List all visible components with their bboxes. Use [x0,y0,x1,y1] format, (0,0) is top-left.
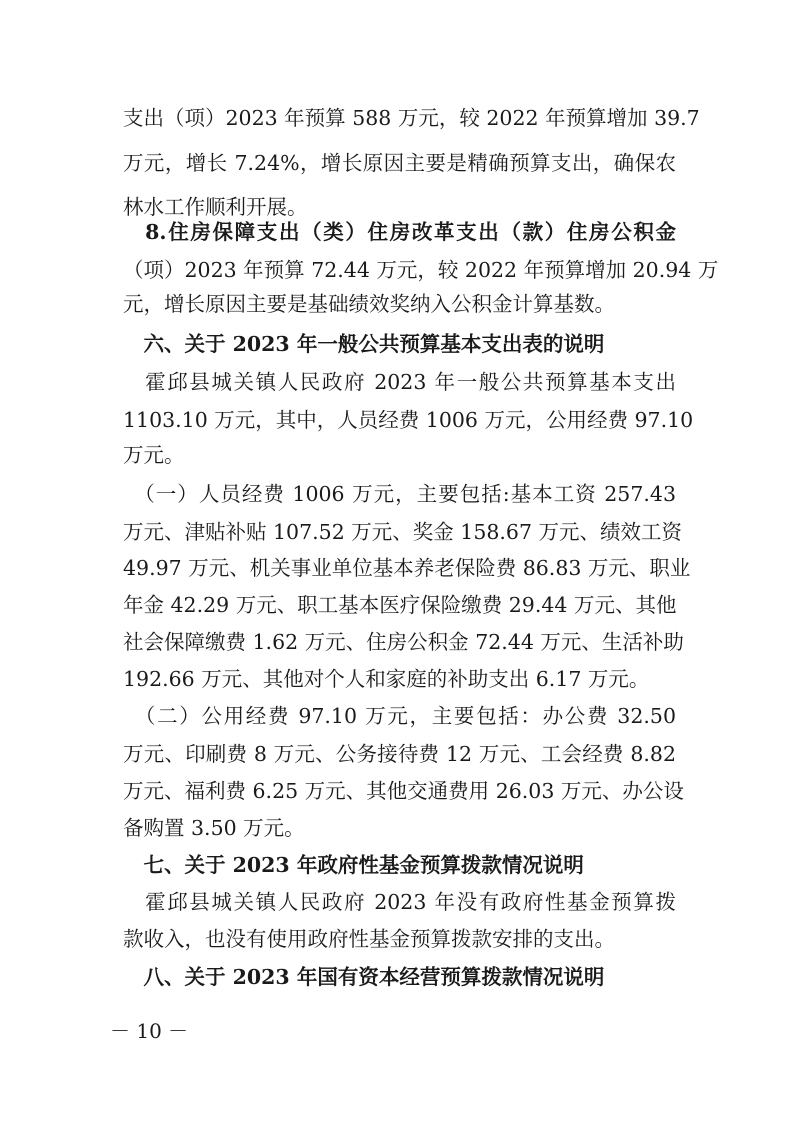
text-line: 年金 42.29 万元、职工基本医疗保险缴费 29.44 万元、其他 [123,593,677,617]
text-line: 万元。 [123,443,185,467]
text-line: 霍邱县城关镇人民政府 2023 年一般公共预算基本支出 [123,370,676,394]
section-heading: 六、关于 2023 年一般公共预算基本支出表的说明 [123,332,605,356]
text-line: 社会保障缴费 1.62 万元、住房公积金 72.44 万元、生活补助 [123,630,684,654]
text-line: 万元、福利费 6.25 万元、其他交通费用 26.03 万元、办公设 [123,779,684,803]
text-line: 192.66 万元、其他对个人和家庭的补助支出 6.17 万元。 [123,667,650,691]
text-line: （项）2023 年预算 72.44 万元，较 2022 年预算增加 20.94 万 [123,258,719,282]
text-line: 49.97 万元、机关事业单位基本养老保险费 86.83 万元、职业 [123,556,691,580]
page-number: － 10 － [110,1019,189,1043]
text-line: 1103.10 万元，其中，人员经费 1006 万元，公用经费 97.10 [123,408,694,432]
text-line: 万元，增长 7.24%，增长原因主要是精确预算支出，确保农 [123,151,676,175]
text-line: 元，增长原因主要是基础绩效奖纳入公积金计算基数。 [123,292,615,316]
text-line: 万元、津贴补贴 107.52 万元、奖金 158.67 万元、绩效工资 [123,520,683,544]
section-heading: 八、关于 2023 年国有资本经营预算拨款情况说明 [123,965,605,989]
text-line: 支出（项）2023 年预算 588 万元，较 2022 年预算增加 39.7 [123,106,700,130]
text-line: 款收入，也没有使用政府性基金预算拨款安排的支出。 [123,927,615,951]
text-line: 林水工作顺利开展。 [123,195,308,219]
text-line: 霍邱县城关镇人民政府 2023 年没有政府性基金预算拨 [123,890,676,914]
text-line: （二）公用经费 97.10 万元，主要包括：办公费 32.50 [123,704,676,728]
section-heading: 七、关于 2023 年政府性基金预算拨款情况说明 [123,853,584,877]
text-line: 万元、印刷费 8 万元、公务接待费 12 万元、工会经费 8.82 [123,742,676,766]
text-line: （一）人员经费 1006 万元，主要包括:基本工资 257.43 [123,482,676,506]
text-line: 备购置 3.50 万元。 [123,816,305,840]
section-heading: 8.住房保障支出（类）住房改革支出（款）住房公积金 [123,220,676,244]
